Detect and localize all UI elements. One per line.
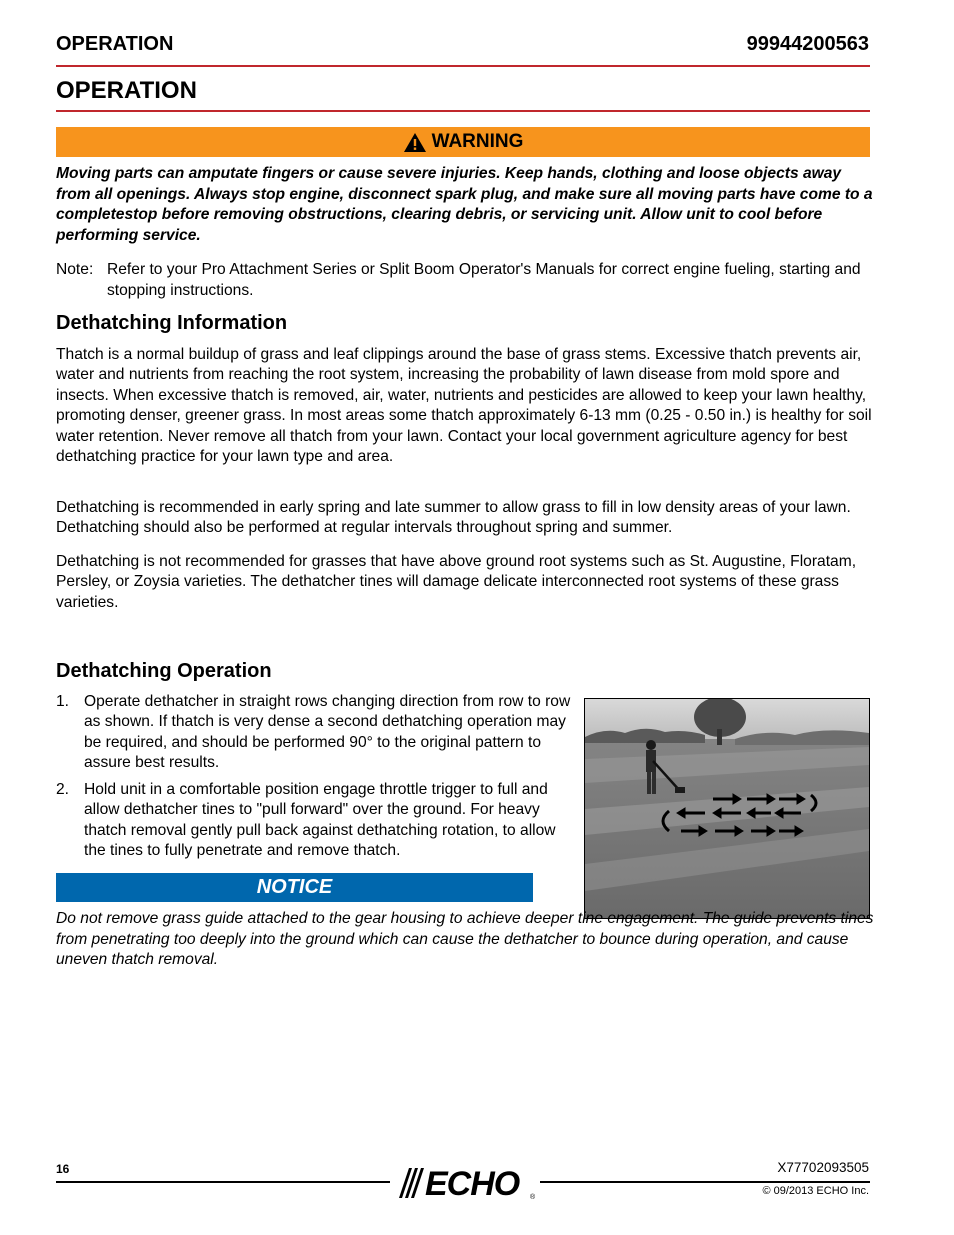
note-text: Refer to your Pro Attachment Series or Split Boom Operator's Manuals for correct engine fueling, starting and stopping instructions.: [107, 261, 861, 299]
document-number: X77702093505: [777, 1160, 869, 1175]
step-text: Operate dethatcher in straight rows changing direction from row to row as shown. If thatch is very dense a second dethatching operation may be required, and should be performed 90° to the original pattern to assure best results.: [84, 693, 571, 772]
notice-banner: [56, 873, 533, 902]
info-paragraph-3: Dethatching is not recommended for grasses that have above ground root systems such as St. Augustine, Floratam, Persley, or Zoysia varieties. The dethatcher tines will damage delicate interconnected root systems of these grass varieties.: [56, 553, 857, 611]
dethatching-pattern-photo: [584, 698, 870, 919]
echo-logo-text: ECHO: [425, 1166, 520, 1200]
notice-text: Do not remove grass guide attached to the gear housing to achieve deeper tine engagement. The guide prevents tines from penetrating too deeply into the ground which can cause the dethatcher to bounce during operation, and cause uneven thatch removal.: [56, 910, 874, 969]
step-number: 1.: [56, 693, 70, 710]
warning-triangle-icon: [403, 132, 427, 153]
warning-banner: [56, 127, 870, 157]
page-number: 16: [56, 1162, 70, 1176]
note-label: Note:: [56, 261, 94, 278]
info-paragraph-1: Thatch is a normal buildup of grass and leaf clippings around the base of grass stems. Excessive thatch prevents air, water and nutrients from reaching the root system, increasing the probability of lawn disease from mold spore and insects. When excessive thatch is removed, air, water, nutrients and pesticides are allowed to keep your lawn healthy, promoting denser, greener grass. In most areas some thatch approximately 6-13 mm (0.25 - 0.50 in.) is healthy for soil water retention. Never remove all thatch from your lawn. Contact your local government agriculture agency for best dethatching practice for your lawn type and area.: [56, 346, 872, 466]
dethatching-op-heading: Dethatching Operation: [56, 660, 272, 682]
warning-text: Moving parts can amputate fingers or cause severe injuries. Keep hands, clothing and loose objects away from all openings. Always stop engine, disconnect spark plug, and make sure all moving parts have come to a completestop before removing obstructions, clearing debris, or servicing unit. Allow unit to cool before performing service.: [56, 165, 873, 244]
header-section: OPERATION: [56, 33, 174, 55]
footer-rule-left: [56, 1181, 390, 1183]
header-part-number: 99944200563: [746, 33, 869, 55]
header-rule: [56, 65, 870, 67]
notice-label: NOTICE: [256, 876, 333, 898]
step-number: 2.: [56, 781, 70, 798]
dethatching-info-heading: Dethatching Information: [56, 312, 288, 334]
svg-text:®: ®: [530, 1194, 536, 1200]
footer-rule-right: [540, 1181, 870, 1183]
copyright: © 09/2013 ECHO Inc.: [762, 1185, 869, 1197]
info-paragraph-2: Dethatching is recommended in early spring and late summer to allow grass to fill in low density areas of your lawn. Dethatching should also be performed at regular intervals throughout spring and summer.: [56, 499, 851, 537]
echo-logo: [393, 1166, 539, 1205]
step-text: Hold unit in a comfortable position engage throttle trigger to full and allow dethatcher tines to "pull forward" over the ground. For heavy thatch removal gently pull back against dethatching rotation, to allow the tines to fully penetrate and remove thatch.: [84, 781, 556, 860]
title-rule: [56, 110, 870, 112]
warning-label: WARNING: [431, 131, 524, 152]
page-title: OPERATION: [56, 77, 197, 104]
